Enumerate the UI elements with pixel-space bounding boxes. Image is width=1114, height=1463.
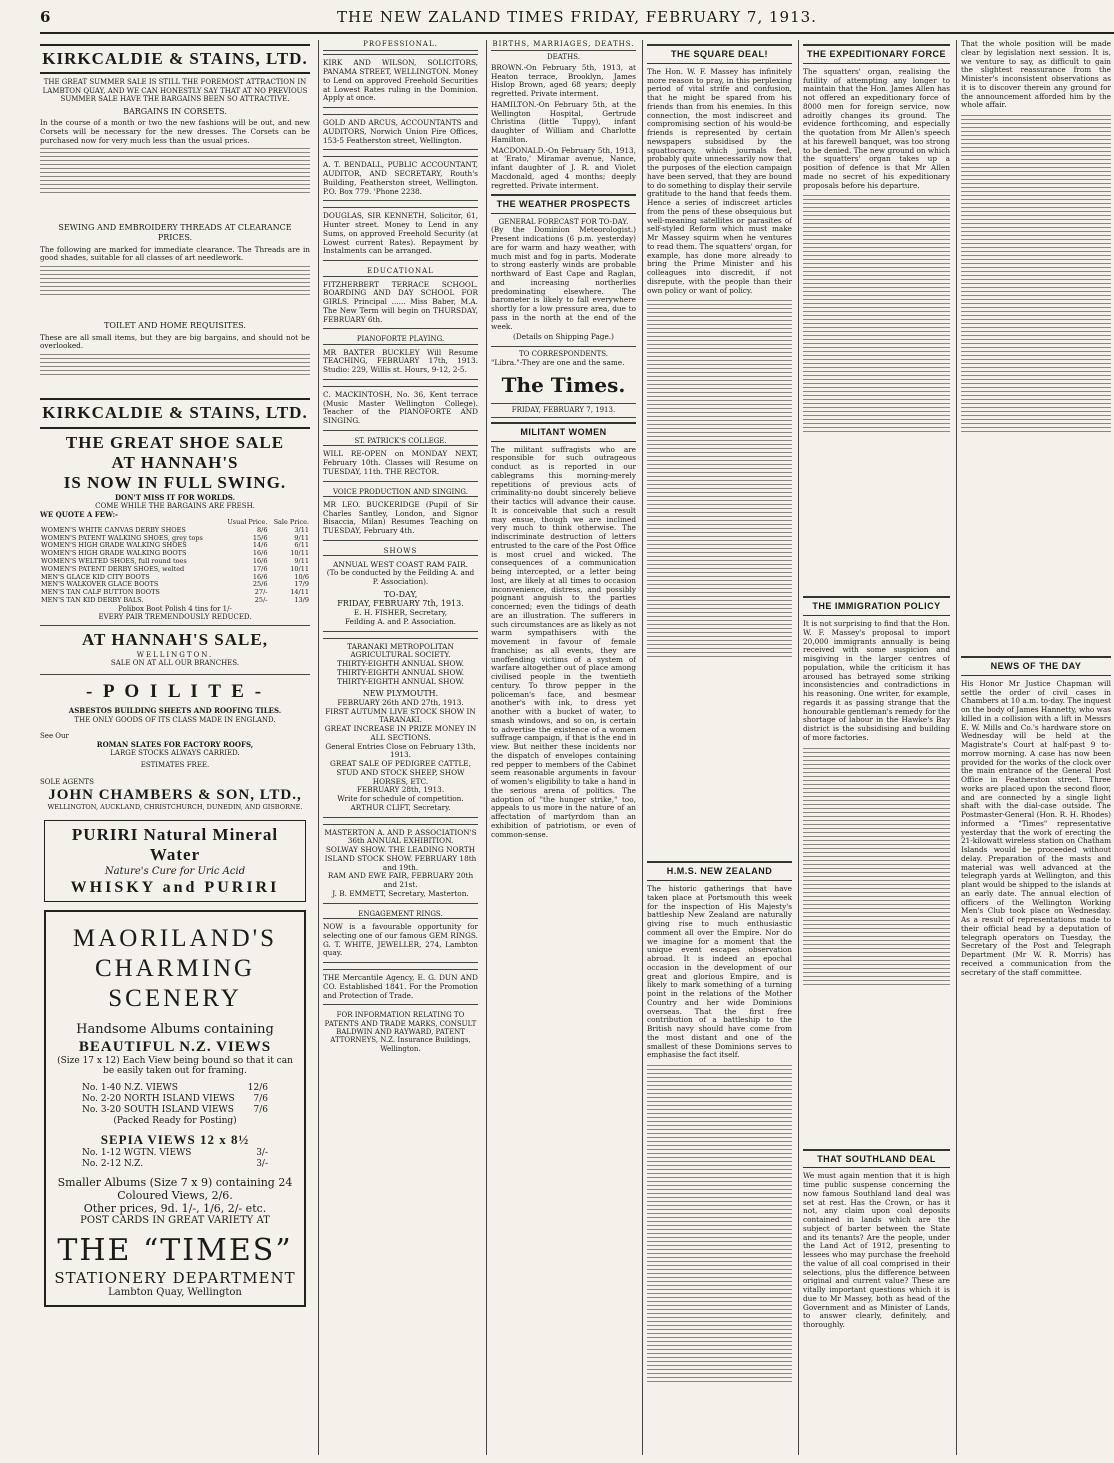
mercantile-ad: THE Mercantile Agency, E. G. DUN AND CO. Established 1841. For the Promotion and Protection of Trade.	[323, 969, 478, 1005]
page-number: 6	[40, 8, 51, 26]
expeditionary-continued	[803, 192, 950, 592]
table-row: WOMEN'S WHITE CANVAS DERBY SHOES 8/6 3/11	[41, 525, 309, 534]
death-notice-brown: BROWN.-On February 5th, 1913, at Heaton terrace, Brooklyn, James Hislop Brown, aged 68 years; deeply regretted. Private interment.	[491, 62, 636, 99]
militant-body: The militant suffragists who are responsible for such outrageous conduct as is reported in our cablegrams this morning-merely repetitions of previous acts of criminality-no doubt sincerely believe their tactics will advance their cause. It is conceivable that such a result may ensue, though we are inclined very much to think otherwise. The indiscriminate destruction of letters entrusted to the care of the Post Office is most cruel and wicked. The consequences of a communication being intercepted, or a letter being lost, are likely at all times to occasion inconvenience, distress, and possibly poignant anguish to the parties concerned; even the tidings of death are an illustration. The sufferers in such circumstances are as likely as not warm sympathisers with the movement in favour of female franchise; as all events, they are unoffending victims of a system of warfare altogether out of place among civilised people in the twentieth century. To throw pepper in the policeman's face, and besmear another's with ink, to dress yet another with a bucket of water, to smash windows, and so on, is certain to advertise the existence of a women suffrage campaign, if that is the end in view. But neither these incidents nor the dispatch of envelopes containing red pepper to members of the Cabinet seem reasonable arguments in favour of women's eligibility to take a hand in the serious arena of politics. The adoption of "the hunger strike," too, appeals to us more in the nature of an affectation of martyrdom than an exhibition of patriotism, or even of common-sense.	[491, 444, 636, 839]
sole-agents: SOLE AGENTS	[40, 777, 94, 786]
pianoforte-heading: PIANOFORTE PLAYING.	[356, 335, 445, 344]
puriri-tagline: Nature's Cure for Uric Acid	[104, 865, 246, 877]
hannah-branches: SALE ON AT ALL OUR BRANCHES.	[110, 659, 240, 668]
immigration-body: It is not surprising to find that the Hon. W. F. Massey's proposal to import 20,000 immigrants annually is being received with some suspicion and misgiving in the larger centres of population, while the criticism it has aroused has betrayed some striking inconsistencies and contradictions in his reasoning. One writer, for example, regards it as passing strange that the honourable gentleman's remedy for the shortage of labour in the Hawke's Bay district is the subsidising and building of more factories.	[803, 619, 950, 742]
gold-arcus-ad: GOLD AND ARCUS, ACCOUNTANTS and AUDITORS, Norwich Union Fire Offices, 153-5 Featherston street, Wellington.	[323, 114, 478, 150]
shoe-sale-sub: DON'T MISS IT FOR WORLDS.	[114, 492, 236, 502]
shows-heading: SHOWS	[383, 546, 418, 555]
baldwin-ad: BALDWIN AND RAYWARD, PATENT ATTORNEYS, N.Z. Insurance Buildings, Wellington.	[330, 1028, 471, 1053]
shoe-polish: Polibox Boot Polish 4 tins for 1/-	[118, 604, 232, 613]
shoe-sale-heading-3: IS NOW IN FULL SWING.	[63, 473, 287, 493]
kirkcaldie-intro: THE GREAT SUMMER SALE IS STILL THE FOREMOST ATTRACTION IN LAMBTON QUAY, AND WE CAN HONESTLY SAY THAT AT NO PREVIOUS SUMMER SALE HAVE THE BARGAINS BEEN SO ATTRACTIVE.	[42, 78, 308, 104]
poilite-see: See Our	[40, 732, 69, 741]
shoe-sale-heading-2: AT HANNAH'S	[111, 452, 239, 472]
corsets-body: In the course of a month or two the new fashions will be out, and new Corsets will be necessary for the new dresses. The Corsets can be purchased now for very much less than the usual prices.	[40, 118, 310, 145]
expeditionary-body: The squatters' organ, realising the futility of attempting any longer to maintain that the Hon. James Allen has not offered an expeditionary force of 8000 men for foreign service, now adroitly changes its ground. The evidence forthcoming, and especially the quotation from Mr Allen's speech at his farewell banquet, was too strong to be denied. The new ground on which the squatters' organ takes up a position of defence is that Mr Allen made no secret of his expeditionary proposals before his departure.	[803, 66, 950, 190]
poilite-heading: - P O I L I T E -	[85, 680, 265, 702]
douglas-ad: DOUGLAS, SIR KENNETH, Solicitor, 61, Hunter street. Money to Lend in any Sums, on approved Freehold Security (at Lowest current Rates). Repayment by Instalments can be arranged.	[323, 207, 478, 261]
educational-heading: EDUCATIONAL	[367, 267, 434, 276]
shoe-sale-heading-1: THE GREAT SHOE SALE	[65, 432, 285, 452]
column-news	[956, 40, 1111, 1455]
hms-new-zealand-heading: H.M.S. NEW ZEALAND	[647, 861, 792, 881]
table-row: WOMEN'S PATENT DERBY SHOES, welted 17/6 10/11	[41, 564, 309, 573]
albums-line-2: BEAUTIFUL N.Z. VIEWS	[78, 1038, 272, 1055]
masthead	[40, 8, 1114, 34]
table-row: WOMEN'S HIGH GRADE WALKING BOOTS 16/6 10/11	[41, 549, 309, 558]
news-of-the-day-heading: NEWS OF THE DAY	[961, 656, 1111, 676]
table-row: WOMEN'S WELTED SHOES, full round toes 16/6 9/11	[41, 556, 309, 565]
list-item: No. 2-20 NORTH ISLAND VIEWS 7/6	[82, 1093, 268, 1104]
sepia-heading: SEPIA VIEWS 12 x 8½	[100, 1132, 250, 1148]
list-item: No. 1-40 N.Z. VIEWS 12/6	[82, 1083, 268, 1094]
poilite-sub2: THE ONLY GOODS OF ITS CLASS MADE IN ENGLAND.	[74, 715, 276, 724]
newspaper-title: THE NEW ZALAND TIMES FRIDAY, FEBRUARY 7, 1913.	[337, 8, 817, 26]
weather-shipping-note: (Details on Shipping Page.)	[513, 332, 614, 342]
times-heading: THE “TIMES”	[57, 1233, 293, 1269]
sewing-list-filler	[40, 266, 310, 318]
kirkcaldie-heading-footer: KIRKCALDIE & STAINS, LTD.	[40, 398, 310, 428]
death-notice-hamilton: HAMILTON.-On February 5th, at the Wellington Hospital, Gertrude Christina (little Tuppy), infant daughter of William and Charlotte Hamilton.	[491, 99, 636, 144]
bendall-ad: A. T. BENDALL, PUBLIC ACCOUNTANT, AUDITOR, AND SECRETARY, Routh's Building, Featherston street, Wellington. P.O. Box 779. 'Phone 2238.	[323, 156, 478, 201]
news-of-the-day-body: His Honor Mr Justice Chapman will settle the order of civil cases in Chambers at 10 a.m. to-day. The inquest on the body of James Hannetty, who was killed in a collision with a lift in Messrs E. W. Mills and Co.'s hardware store on Wednesday will be held at the Magistrate's Court at half-past 9 to-morrow morning. A case has now been provided for the works of the clock over the main entrance of the General Post Office in Featherston street. Three works are placed upon the second floor, and are connected by a single light shaft with the dial-case outside. The Postmaster-General (Hon. R. H. Rhodes) informed a "Times" representative yesterday that the work of erecting the 21-kilowatt wireless station on Chatham Islands would be proceeded without delay. Preparation of the masts and material was well advanced at the telegraph yards at Wellington, and this plant would be shipped to the islands at an early date. The annual election of officers of the Wellington Working Men's Club took place on Wednesday. As a result of representations made to their official head by a deputation of telegraph operators on Tuesday, the Secretary of the Post and Telegraph Department (Mr W. R. Morris) has received a communication from the secretary of the staff committee.	[961, 678, 1111, 977]
other-prices: Other prices, 9d. 1/-, 1/6, 2/- etc.	[83, 1201, 267, 1215]
st-patrick-ad: WILL RE-OPEN on MONDAY NEXT, February 10th. Classes will Resume on TUESDAY, 11th. THE RECTOR.	[323, 445, 478, 481]
sewing-heading: SEWING AND EMBROIDERY THREADS AT CLEARANCE PRICES.	[58, 223, 292, 242]
patents-heading: FOR INFORMATION RELATING TO PATENTS AND TRADE MARKS, CONSULT	[324, 1011, 477, 1028]
table-row: MEN'S TAN KID DERBY BALS. 25/- 13/9	[41, 595, 309, 604]
maoriland-line-1: MAORILAND'S	[72, 924, 278, 952]
albums-line-1: Handsome Albums containing	[76, 1021, 274, 1037]
taranaki-ad: TARANAKI METROPOLITAN AGRICULTURAL SOCIETY. THIRTY-EIGHTH ANNUAL SHOW. THIRTY-EIGHTH ANNUAL SHOW. THIRTY-EIGHTH ANNUAL SHOW. NEW PLYMOUTH. FEBRUARY 26th AND 27th, 1913. FIRST AUTUMN LIVE STOCK SHOW IN TARANAKI. GREAT INCREASE IN PRIZE MONEY IN ALL SECTIONS. General Entries Close on February 13th, 1913. GREAT SALE OF PEDIGREE CATTLE, STUD AND STOCK SHEEP, SHOW HORSES, ETC. FEBRUARY 28th, 1913. Write for schedule of competition. ARTHUR CLIFT, Secretary.	[323, 638, 478, 818]
post-cards-line: POST CARDS IN GREAT VARIETY AT	[80, 1215, 270, 1227]
lambton-quay: Lambton Quay, Wellington	[108, 1287, 242, 1299]
chambers-heading: JOHN CHAMBERS & SON, LTD.,	[48, 787, 302, 804]
engagement-heading: ENGAGEMENT RINGS.	[358, 909, 443, 918]
weather-heading: THE WEATHER PROSPECTS	[491, 194, 636, 214]
maoriland-ad	[44, 910, 306, 1307]
square-deal-continued	[647, 297, 792, 857]
puriri-whisky: WHISKY and PURIRI	[70, 878, 280, 896]
shoe-col-sale: Sale Price.	[273, 517, 309, 526]
maoriland-line-3: SCENERY	[108, 984, 242, 1012]
hannah-town: WELLINGTON.	[136, 650, 214, 659]
poilite-sub: ASBESTOS BUILDING SHEETS AND ROOFING TILES.	[68, 706, 282, 716]
engagement-ad: NOW is a favourable opportunity for selecting one of our famous GEM RINGS. G. T. WHITE, JEWELLER, 274, Lambton quay.	[323, 918, 478, 963]
correspondents-body: "Libra."-They are one and the same.	[491, 357, 625, 367]
births-heading: BIRTHS, MARRIAGES, DEATHS.	[491, 40, 636, 51]
militant-heading: MILITANT WOMEN	[491, 422, 636, 442]
poilite-estimates: ESTIMATES FREE.	[140, 761, 210, 770]
expeditionary-heading: THE EXPEDITIONARY FORCE	[803, 44, 950, 64]
correspondents-heading: TO CORRESPONDENTS.	[491, 346, 636, 358]
puriri-ad	[44, 820, 306, 902]
list-item: No. 1-12 WGTN. VIEWS 3/-	[82, 1147, 268, 1158]
west-coast-ad: ANNUAL WEST COAST RAM FAIR. (To be conducted by the Feilding A. and P. Association). TO-DAY, FRIDAY, FEBRUARY 7th, 1913. E. H. FISHER, Secretary, Feilding A. and P. Association.	[323, 555, 478, 631]
deaths-heading: DEATHS.	[547, 53, 580, 62]
hms-new-zealand-body: The historic gatherings that have taken place at Portsmouth this week for the inspection of His Majesty's battleship New Zealand are naturally giving rise to much enthusiastic comment all over the Empire. Nor do we imagine for a moment that the unique event escapes observation abroad. It is indeed an epochal occasion in the development of our great and glorious Empire, and is likely to mark something of a turning point in the relations of the Mother Country and her wide Dominions overseas. That the first free contribution of a battleship to the British navy should have come from the most distant and one of the smallest of these Dominions serves to emphasise the fact itself.	[647, 884, 792, 1060]
maoriland-line-2: CHARMING	[94, 954, 256, 982]
voice-heading: VOICE PRODUCTION AND SINGING.	[333, 487, 468, 496]
buckeridge-ad: MR LEO. BUCKERIDGE (Pupil of Sir Charles Santley, London, and Signor Bisaccia, Milan) Resumes Teaching on TUESDAY, February 4th.	[323, 496, 478, 541]
albums-line-3: (Size 17 x 12) Each View being bound so that it can be easily taken out for framing.	[57, 1055, 293, 1077]
southland-heading: THAT SOUTHLAND DEAL	[803, 1149, 950, 1169]
list-item: No. 2-12 N.Z. 3/-	[82, 1158, 268, 1169]
albums-packed: (Packed Ready for Posting)	[113, 1115, 237, 1126]
square-deal-heading: THE SQUARE DEAL!	[647, 44, 792, 64]
column-editorial-3	[798, 40, 950, 1455]
weather-body: (By the Dominion Meteorologist.) Present indications (6 p.m. yesterday) are for warm and hazy weather, with much mist and fog in parts. Moderate to strong easterly winds are probable northward of East Cape and Raglan, and increasing northerlies predominating elsewhere. The barometer is likely to fall everywhere shortly for a low pressure area, due to pass in the north at the end of the week.	[491, 225, 636, 331]
southland-body: We must again mention that it is high time public suspense concerning the now famous Southland land deal was set at rest. Has the Crown, or has it not, any claim upon coal deposits contained in lands which are the subject of barter between the State and its tenants? Are the people, under the Land Act of 1912, presenting to lessees who may purchase the freehold the value of all coal comprised in their selections, plus the difference between original and current value? These are vitally important questions which it is due to Mr Massey, both as head of the Government and as Minister of Lands, to answer clearly, definitely, and thoroughly.	[803, 1171, 950, 1330]
shoe-col-usual: Usual Price.	[227, 517, 268, 526]
table-row: WOMEN'S PATENT WALKING SHOES, grey tops 15/6 9/11	[41, 533, 309, 542]
immigration-continued	[803, 745, 950, 1145]
toilet-heading: TOILET AND HOME REQUISITES.	[104, 321, 246, 331]
table-row: MEN'S TAN CALF BUTTON BOOTS 27/- 14/11	[41, 588, 309, 597]
table-row: MEN'S GLACE KID CITY BOOTS 16/6 10/6	[41, 572, 309, 581]
chambers-towns: WELLINGTON, AUCKLAND, CHRISTCHURCH, DUNEDIN, AND GISBORNE.	[47, 803, 303, 812]
toilet-body: These are all small items, but they are big bargains, and should not be overlooked.	[40, 332, 310, 351]
kirk-wilson-ad: KIRK AND WILSON, SOLICITORS, PANAMA STREET, WELLINGTON. Money to Lend on approved Freehold Securities at Lowest Rates ruling in the Dominion. Apply at once.	[323, 54, 478, 108]
puriri-heading: PURIRI Natural Mineral Water	[71, 824, 279, 865]
column-editorial-2	[642, 40, 792, 1455]
st-patrick-heading: ST. PATRICK'S COLLEGE.	[354, 436, 447, 445]
mackintosh-ad: C. MACKINTOSH, No. 36, Kent terrace (Music Master Wellington College). Teacher of the PIANOFORTE AND SINGING.	[323, 386, 478, 431]
table-row: WOMEN'S HIGH GRADE WALKING SHOES 14/6 6/11	[41, 541, 309, 550]
buckley-ad: MR BAXTER BUCKLEY Will Resume TEACHING, FEBRUARY 17th, 1913. Studio: 229, Willis st. Hours, 9-12, 2-5.	[323, 344, 478, 380]
shoe-every-pair: EVERY PAIR TREMENDOUSLY REDUCED.	[98, 613, 252, 622]
hms-continued	[647, 1062, 792, 1455]
death-notice-macdonald: MACDONALD.-On February 5th, 1913, at 'Erato,' Miramar avenue, Nance, infant daughter of J. R. and Violet Macdonald, aged 4 months; deeply regretted. Private interment.	[491, 145, 636, 190]
toilet-list-filler	[40, 354, 310, 394]
column-ads-left	[40, 40, 310, 1455]
weather-sub: GENERAL FORECAST FOR TO-DAY.	[498, 218, 629, 227]
col6-continued-lines	[961, 112, 1111, 652]
square-deal-body: The Hon. W. F. Massey has infinitely more reason to pray, in this perplexing period of vital strife and confusion, that he might be spared from his friends than from his enemies. In this connection, the most indiscreet and compromising section of his would-be friends is represented by certain newspapers subsidised by the squattocracy, which journals feel, probably quite unnecessarily now that the purposes of the election campaign have been served, that they are bound to do something to display their servile gratitude to the hand that feeds them. Hence a series of indiscreet articles from the pens of these obsequious but well-meaning satellites or parasites of self-styled Reform which must make Mr Massey squirm when he ventures to read them. The squatters' organ, for example, has done more already to bring the Prime Minister and his colleagues into discredit, if not disrepute, with the people than their own policy or want of policy.	[647, 66, 792, 295]
shoe-sale-sub2: COME WHILE THE BARGAINS ARE FRESH.	[95, 502, 255, 511]
list-item: No. 3-20 SOUTH ISLAND VIEWS 7/6	[82, 1104, 268, 1115]
column-editorial-1	[486, 40, 636, 1455]
times-masthead-logo: The Times.	[501, 373, 626, 398]
table-row: MEN'S WALKOVER GLACE BOOTS 25/6 17/9	[41, 580, 309, 589]
stationery-dept: STATIONERY DEPARTMENT	[54, 1269, 296, 1288]
corsets-heading: BARGAINS IN CORSETS.	[123, 106, 227, 116]
professional-heading: PROFESSIONAL.	[323, 40, 478, 51]
shoe-quote-label: WE QUOTE A FEW:-	[40, 509, 118, 519]
hannah-sale-heading: AT HANNAH'S SALE,	[82, 630, 268, 650]
sewing-body: The following are marked for immediate clearance. The Threads are in good shades, suitable for all classes of art needlework.	[40, 244, 310, 263]
fitzherbert-ad: FITZHERBERT TERRACE SCHOOL. BOARDING AND DAY SCHOOL FOR GIRLS. Principal ...... Miss Baber, M.A. The New Term will begin on THURSDAY, FEBRUARY 6th.	[323, 276, 478, 330]
corsets-list-filler	[40, 148, 310, 220]
poilite-slates: ROMAN SLATES FOR FACTORY ROOFS,	[96, 739, 254, 749]
immigration-heading: THE IMMIGRATION POLICY	[803, 596, 950, 616]
kirkcaldie-heading: KIRKCALDIE & STAINS, LTD.	[40, 44, 310, 74]
masterton-ad: MASTERTON A. AND P. ASSOCIATION'S 36th ANNUAL EXHIBITION. SOLWAY SHOW. THE LEADING NORTH ISLAND STOCK SHOW. FEBRUARY 18th and 19th. RAM AND EWE FAIR, FEBRUARY 20th and 21st. J. B. EMMETT, Secretary, Masterton.	[323, 824, 478, 904]
editorial-dateline: FRIDAY, FEBRUARY 7, 1913.	[491, 403, 636, 417]
poilite-stocks: LARGE STOCKS ALWAYS CARRIED.	[110, 749, 240, 757]
col6-continued-body: That the whole position will be made clear by legislation next session. It is, we venture to say, as difficult to gain the slightest reassurance from the Minister's inconsistent observations as it is to discover therein any ground for the announcement afforded him by the whole affair.	[961, 40, 1111, 110]
shoe-price-table	[40, 519, 310, 605]
smaller-albums: Smaller Albums (Size 7 x 9) containing 24 Coloured Views, 2/6.	[57, 1175, 293, 1202]
column-professional	[318, 40, 478, 1455]
